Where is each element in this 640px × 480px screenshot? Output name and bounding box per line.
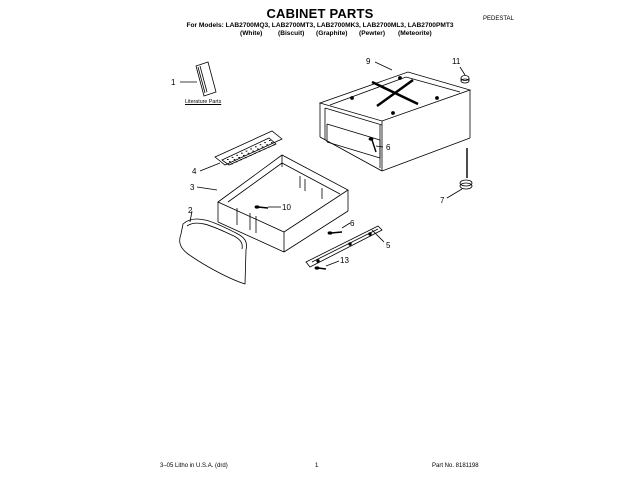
perforation-hole (269, 140, 271, 141)
screw-part (315, 267, 326, 269)
perforation-hole (255, 146, 257, 147)
perforation-hole (266, 144, 268, 145)
perforation-hole (232, 157, 234, 158)
perforation-hole (252, 151, 254, 152)
leader-line (200, 163, 220, 171)
callout-11: 11 (452, 57, 461, 66)
perforation-hole (264, 142, 266, 143)
perforation-hole (262, 146, 264, 147)
literature-booklet-part (196, 62, 216, 96)
perforation-hole (246, 151, 248, 152)
perforation-hole (236, 161, 238, 162)
leader-line (342, 223, 350, 228)
callout-5: 5 (386, 241, 391, 250)
perforation-hole (250, 148, 252, 149)
part-number: Part No. 8181198 (432, 463, 479, 469)
perforation-hole (229, 161, 231, 162)
color-label: (Biscuit) (278, 30, 305, 37)
perforation-hole (257, 149, 259, 150)
callout-10: 10 (282, 203, 291, 212)
perforation-hole (234, 159, 236, 160)
perforation-hole (231, 163, 233, 164)
color-label: (Pewter) (359, 30, 386, 37)
screw-part (328, 232, 342, 234)
perforation-hole (236, 155, 238, 156)
leader-line (447, 189, 462, 198)
perforation-hole (238, 157, 240, 158)
callout-9: 9 (366, 57, 371, 66)
perforation-hole (241, 153, 243, 154)
perforation-hole (260, 144, 262, 145)
perforation-hole (245, 157, 247, 158)
drawer-front-panel-part (215, 131, 282, 165)
perforation-hole (264, 149, 266, 150)
drawer-front-part (180, 219, 247, 284)
leader-line (197, 187, 217, 190)
literature-parts-label: Literature Parts (185, 99, 222, 105)
callout-2: 2 (188, 206, 193, 215)
leader-line (460, 67, 465, 75)
perforation-hole (271, 142, 273, 143)
leader-line (326, 261, 339, 266)
callout-6-lower: 6 (350, 219, 355, 228)
callout-3: 3 (190, 183, 195, 192)
page-title: CABINET PARTS (266, 6, 374, 21)
perforation-hole (240, 159, 242, 160)
callout-1: 1 (171, 78, 176, 87)
leader-line (375, 62, 392, 70)
callout-13: 13 (340, 256, 349, 265)
callout-4: 4 (192, 167, 197, 176)
perforation-hole (248, 153, 250, 154)
callout-7: 7 (440, 196, 445, 205)
foot-cap-part (461, 76, 469, 84)
perforation-hole (259, 151, 261, 152)
color-label: (Graphite) (316, 30, 348, 37)
page-number: 1 (315, 463, 319, 469)
models-line: For Models: LAB2700MQ3, LAB2700MT3, LAB2700MK3, LAB2700ML3, LAB2700PMT3 (186, 22, 454, 29)
callout-6-upper: 6 (386, 143, 391, 152)
litho-note: 3–05 Litho in U.S.A. (drd) (160, 463, 228, 469)
color-label: (Meteorite) (398, 30, 432, 37)
screw-part (369, 138, 376, 152)
perforation-hole (250, 155, 252, 156)
perforation-hole (227, 159, 229, 160)
leveling-leg-part (460, 148, 472, 189)
color-label: (White) (240, 30, 263, 37)
section-label: PEDESTAL (483, 16, 514, 22)
perforation-hole (254, 153, 256, 154)
perforation-hole (243, 155, 245, 156)
perforation-hole (273, 144, 275, 145)
cabinet-part (320, 72, 470, 171)
perforation-hole (268, 147, 270, 148)
